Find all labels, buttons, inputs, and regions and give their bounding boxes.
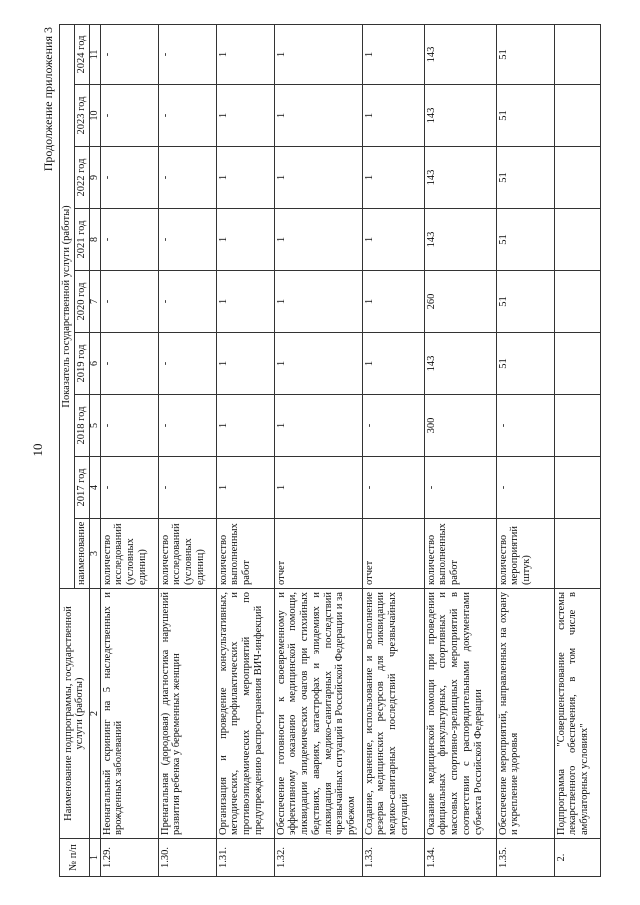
- year-value: -: [100, 24, 158, 84]
- column-number: 5: [89, 395, 100, 457]
- column-number: 1: [89, 839, 100, 877]
- service-name: Обеспечение готовности к своевременному и эффективному оказанию медицинской помощи, ликвидации эпидемических очагов при стихийных бедствиях, авариях, катастрофах и эпидемиях и ликвидация медико-санитарных последствий чрезвычайных ситуаций в Российской Федерации и за рубежом: [274, 589, 362, 839]
- table-row: [362, 24, 424, 876]
- year-value: 1: [274, 209, 362, 271]
- indicator-name: количество выполненных работ: [424, 519, 496, 589]
- indicator-name: отчет: [274, 519, 362, 589]
- table-row: [424, 24, 496, 876]
- column-number: 3: [89, 519, 100, 589]
- year-value: 1: [274, 147, 362, 209]
- year-value: 143: [424, 209, 496, 271]
- page-number: 10: [30, 443, 45, 457]
- row-number: 1.33.: [362, 839, 424, 877]
- year-value: 51: [496, 209, 554, 271]
- header-indicator-group: Показатель государственной услуги (работы): [60, 24, 75, 588]
- year-value: -: [158, 147, 216, 209]
- column-number: 4: [89, 457, 100, 519]
- service-name: Подпрограмма "Совершенствование системы лекарственного обеспечения, в том числе в амбулаторных условиях": [554, 589, 600, 839]
- year-value: 51: [496, 147, 554, 209]
- year-value: -: [100, 457, 158, 519]
- year-value: [554, 24, 600, 84]
- year-value: 51: [496, 333, 554, 395]
- column-number: 10: [89, 85, 100, 147]
- header-name: Наименование подпрограммы, государственной услуги (работы): [60, 589, 90, 839]
- year-value: -: [100, 209, 158, 271]
- year-value: -: [158, 271, 216, 333]
- service-name: Создание, хранение, использование и восполнение резерва медицинских ресурсов для ликвидации медико-санитарных последствий чрезвычайных ситуаций: [362, 589, 424, 839]
- header-year: 2022 год: [74, 147, 89, 209]
- year-value: -: [362, 395, 424, 457]
- year-value: -: [100, 271, 158, 333]
- year-value: 260: [424, 271, 496, 333]
- row-number: 2.: [554, 839, 600, 877]
- year-value: 1: [216, 271, 274, 333]
- year-value: 143: [424, 24, 496, 84]
- row-number: 1.30.: [158, 839, 216, 877]
- year-value: -: [362, 457, 424, 519]
- year-value: -: [100, 333, 158, 395]
- year-value: 1: [362, 333, 424, 395]
- year-value: 143: [424, 333, 496, 395]
- header-year: 2021 год: [74, 209, 89, 271]
- year-value: 1: [362, 85, 424, 147]
- year-value: 1: [274, 271, 362, 333]
- column-number-row: [89, 24, 100, 876]
- year-value: 1: [274, 24, 362, 84]
- header-year: 2020 год: [74, 271, 89, 333]
- column-number: 8: [89, 209, 100, 271]
- year-value: 1: [274, 333, 362, 395]
- service-name: Неонатальный скрининг на 5 наследственных и врожденных заболеваний: [100, 589, 158, 839]
- service-name: Пренатальная (дородовая) диагностика нарушений развития ребенка у беременных женщин: [158, 589, 216, 839]
- column-number: 7: [89, 271, 100, 333]
- year-value: -: [100, 395, 158, 457]
- header-year: 2017 год: [74, 457, 89, 519]
- continuation-label: Продолжение приложения 3: [41, 27, 55, 172]
- year-value: 1: [362, 24, 424, 84]
- indicator-name: количество исследований (условных единиц): [158, 519, 216, 589]
- services-table: [59, 24, 601, 877]
- year-value: -: [100, 147, 158, 209]
- year-value: -: [496, 457, 554, 519]
- year-value: [554, 271, 600, 333]
- year-value: 1: [216, 333, 274, 395]
- year-value: 143: [424, 147, 496, 209]
- row-number: 1.32.: [274, 839, 362, 877]
- year-value: [554, 147, 600, 209]
- year-value: 1: [216, 24, 274, 84]
- year-value: 143: [424, 85, 496, 147]
- year-value: 1: [216, 147, 274, 209]
- year-value: [554, 85, 600, 147]
- year-value: 1: [362, 147, 424, 209]
- row-number: 1.29.: [100, 839, 158, 877]
- year-value: 1: [216, 457, 274, 519]
- year-value: -: [496, 395, 554, 457]
- year-value: -: [158, 85, 216, 147]
- year-value: 1: [216, 209, 274, 271]
- column-number: 6: [89, 333, 100, 395]
- indicator-name: отчет: [362, 519, 424, 589]
- year-value: 1: [362, 271, 424, 333]
- table-row: [274, 24, 362, 876]
- year-value: [554, 333, 600, 395]
- service-name: Обеспечение мероприятий, направленных на охрану и укрепление здоровья: [496, 589, 554, 839]
- header-year: 2023 год: [74, 85, 89, 147]
- indicator-name: количество исследований (условных единиц): [100, 519, 158, 589]
- row-number: 1.35.: [496, 839, 554, 877]
- rotated-sheet: [35, 17, 605, 887]
- header-row-1: [60, 24, 75, 876]
- header-year: 2018 год: [74, 395, 89, 457]
- year-value: 1: [274, 85, 362, 147]
- column-number: 11: [89, 24, 100, 84]
- year-value: [554, 209, 600, 271]
- year-value: -: [158, 333, 216, 395]
- header-num: № п/п: [60, 839, 90, 877]
- year-value: -: [158, 457, 216, 519]
- indicator-name: [554, 519, 600, 589]
- header-year: 2019 год: [74, 333, 89, 395]
- table-row: [216, 24, 274, 876]
- row-number: 1.34.: [424, 839, 496, 877]
- year-value: -: [158, 24, 216, 84]
- service-name: Оказание медицинской помощи при проведении официальных физкультурных, спортивных и массовых спортивно-зрелищных мероприятий в соответствии с распорядительными документами субъекта Российской Федерации: [424, 589, 496, 839]
- table-row: [100, 24, 158, 876]
- table-row: [496, 24, 554, 876]
- year-value: 1: [274, 395, 362, 457]
- year-value: [554, 395, 600, 457]
- year-value: 51: [496, 271, 554, 333]
- year-value: -: [100, 85, 158, 147]
- table-row: [158, 24, 216, 876]
- year-value: 51: [496, 24, 554, 84]
- year-value: -: [158, 395, 216, 457]
- column-number: 2: [89, 589, 100, 839]
- year-value: 51: [496, 85, 554, 147]
- row-number: 1.31.: [216, 839, 274, 877]
- year-value: 1: [274, 457, 362, 519]
- column-number: 9: [89, 147, 100, 209]
- indicator-name: количество выполненных работ: [216, 519, 274, 589]
- year-value: -: [424, 457, 496, 519]
- header-year: 2024 год: [74, 24, 89, 84]
- year-value: [554, 457, 600, 519]
- year-value: -: [158, 209, 216, 271]
- year-value: 1: [362, 209, 424, 271]
- year-value: 1: [216, 85, 274, 147]
- indicator-name: количество мероприятий (штук): [496, 519, 554, 589]
- header-indicator-name: наименование: [74, 519, 89, 589]
- table-row: [554, 24, 600, 876]
- year-value: 1: [216, 395, 274, 457]
- year-value: 300: [424, 395, 496, 457]
- service-name: Организация и проведение консультативных, методических, профилактических и противоэпидемических мероприятий по предупреждению распространения ВИЧ-инфекций: [216, 589, 274, 839]
